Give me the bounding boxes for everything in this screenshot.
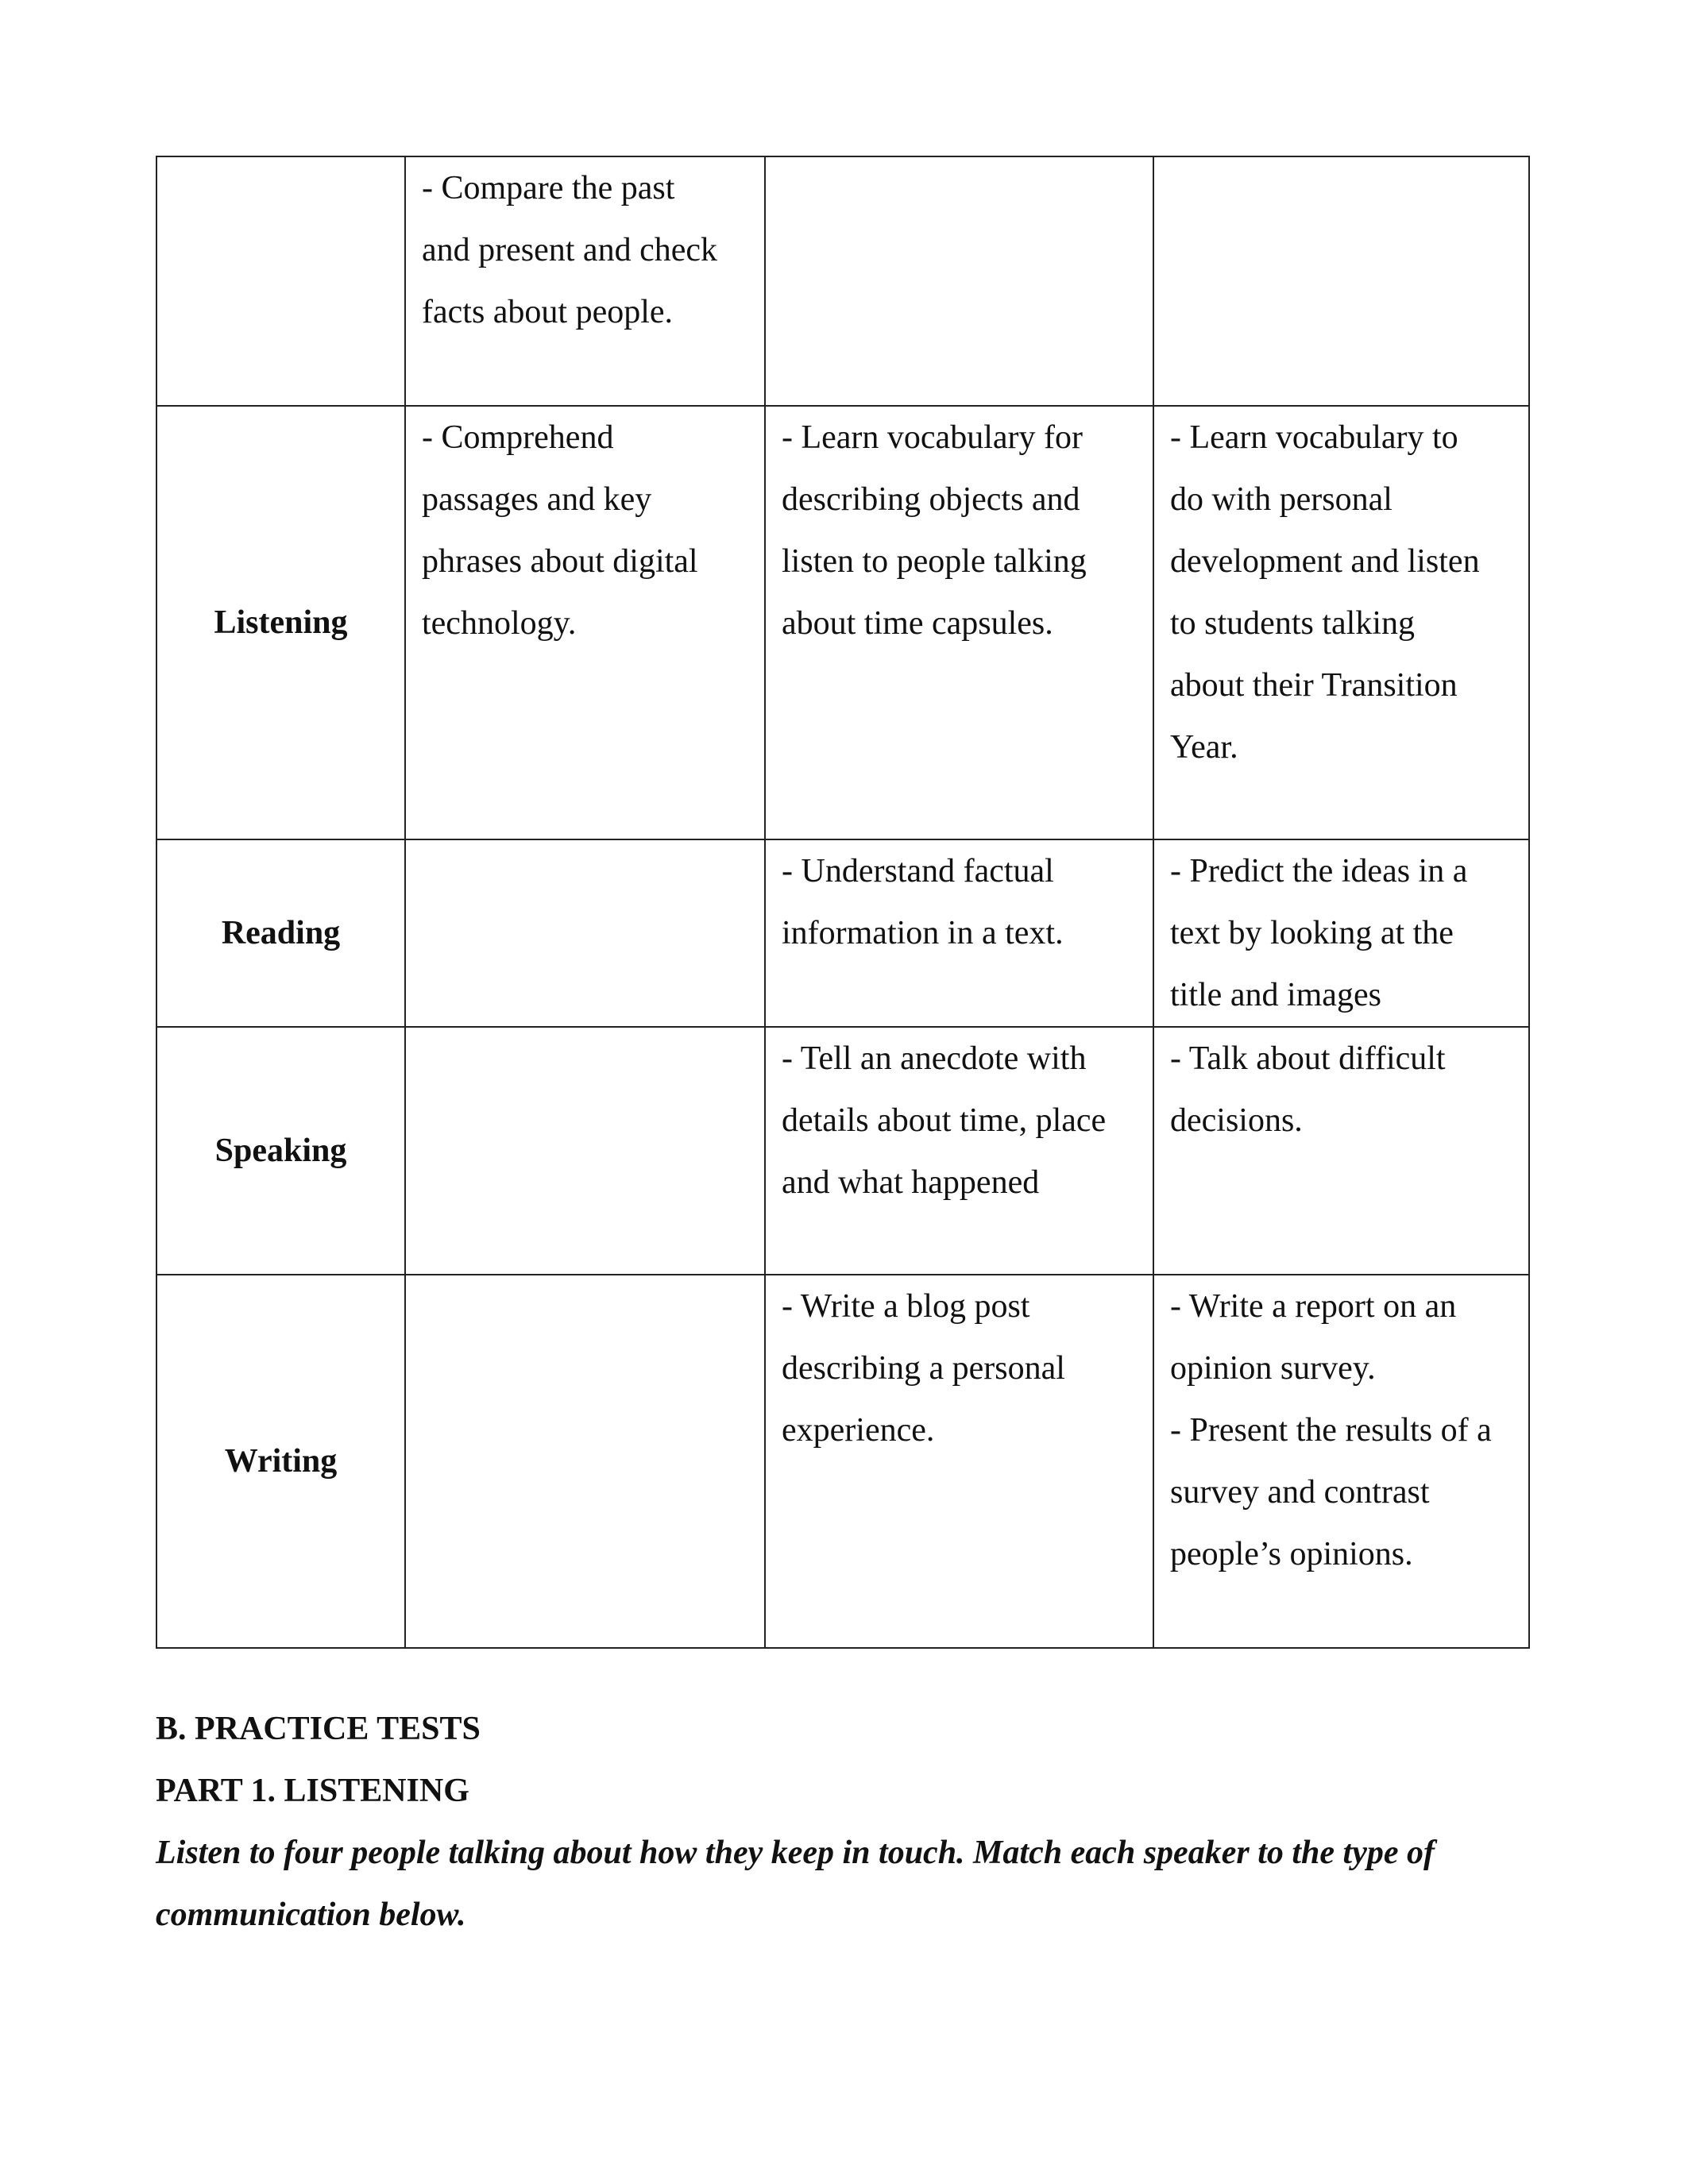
listening-instruction [156,1822,1538,1946]
cell-text-line: about time capsules. [782,605,1053,642]
table-cell [1153,156,1529,406]
cell-text-line: facts about people. [422,294,674,330]
table-cell [765,1275,1153,1648]
instruction-line: communication below. [156,1897,466,1933]
cell-text-line: text by looking at the [1170,915,1454,951]
table-cell [405,156,765,406]
cell-text-line: details about time, place [782,1102,1107,1139]
table-cell [765,156,1153,406]
cell-text-line: title and images [1170,977,1381,1013]
cell-text-line: - Write a report on an [1170,1288,1457,1325]
cell-text-line: to students talking [1170,605,1415,642]
cell-text-line: - Understand factual [782,853,1054,889]
cell-text-line: development and listen [1170,543,1480,580]
table-row [156,1027,1529,1275]
cell-text-line: - Learn vocabulary for [782,419,1083,456]
table-cell [1153,406,1529,839]
skill-label: Listening [156,406,405,839]
table-cell [765,1027,1153,1275]
cell-text-line: - Compare the past [422,170,675,206]
cell-text-line: about their Transition [1170,667,1458,704]
cell-text-line: passages and key [422,481,652,518]
cell-text-line: listen to people talking [782,543,1087,580]
cell-text-line: - Predict the ideas in a [1170,853,1468,889]
cell-text-line: do with personal [1170,481,1393,518]
table-cell [765,839,1153,1027]
cell-text-line: information in a text. [782,915,1064,951]
skills-table [156,156,1530,1649]
table-cell [1153,839,1529,1027]
skill-label: Speaking [156,1027,405,1275]
cell-text-line: Year. [1170,729,1238,766]
cell-text-line: describing objects and [782,481,1080,518]
part-heading: PART 1. LISTENING [156,1773,469,1809]
table-row [156,156,1529,406]
table-row [156,406,1529,839]
cell-text-line: - Tell an anecdote with [782,1040,1087,1077]
cell-text-line: - Present the results of a [1170,1412,1492,1449]
table-row [156,839,1529,1027]
instruction-line: Listen to four people talking about how they keep in touch. Match each speaker to the type of [156,1835,1435,1871]
table-cell [1153,1027,1529,1275]
cell-text-line: survey and contrast [1170,1474,1430,1511]
cell-text-line: and what happened [782,1164,1040,1201]
cell-text-line: - Write a blog post [782,1288,1030,1325]
skill-label: Writing [156,1275,405,1648]
cell-text-line: and present and check [422,232,717,268]
cell-text-line: experience. [782,1412,935,1449]
skill-label: Reading [156,839,405,1027]
cell-text-line: decisions. [1170,1102,1303,1139]
table-cell [405,839,765,1027]
table-cell [405,1027,765,1275]
table-cell [765,406,1153,839]
table-cell [405,1275,765,1648]
cell-text-line: - Learn vocabulary to [1170,419,1458,456]
cell-text-line: phrases about digital [422,543,698,580]
table-cell [405,406,765,839]
cell-text-line: - Comprehend [422,419,614,456]
cell-text-line: opinion survey. [1170,1350,1376,1387]
skill-label [156,156,405,406]
cell-text-line: people’s opinions. [1170,1536,1413,1572]
table-cell [1153,1275,1529,1648]
cell-text-line: technology. [422,605,577,642]
table-row [156,1275,1529,1648]
section-heading: B. PRACTICE TESTS [156,1711,481,1747]
cell-text-line: - Talk about difficult [1170,1040,1446,1077]
cell-text-line: describing a personal [782,1350,1065,1387]
